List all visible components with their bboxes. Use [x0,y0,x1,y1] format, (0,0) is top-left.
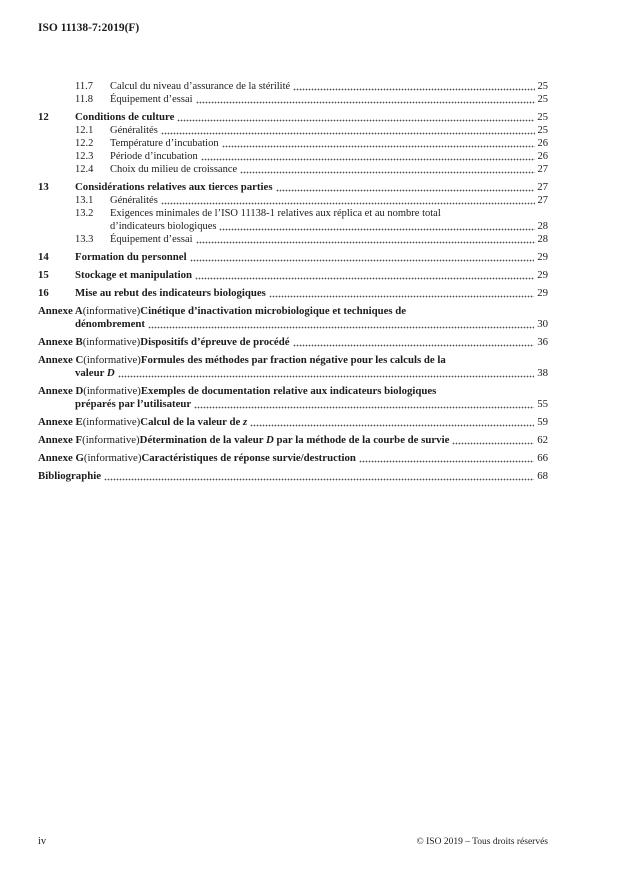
toc-page-number: 62 [537,434,548,446]
toc-line [75,220,548,233]
toc-page-number: 26 [537,151,548,162]
toc-page-number: 25 [537,94,548,105]
toc-line [38,398,548,411]
toc-line [38,470,548,483]
toc-entry-number: 13.1 [75,195,94,206]
toc-entry-tag: (informative) [83,354,141,366]
toc-page-number: 38 [537,367,548,379]
dot-leader [359,452,534,465]
dot-leader [219,220,534,233]
toc-entry-number: 12.3 [75,151,94,162]
toc-page-number: 30 [537,318,548,330]
toc-entry-title: Considérations relatives aux tierces parties [75,181,273,193]
toc-entry-tag: (informative) [82,416,141,428]
toc-entry-number: 13.2 [75,208,94,219]
toc-entry [38,470,548,483]
toc-entry [38,207,548,233]
dot-leader [196,93,535,106]
toc-entry [38,336,548,349]
toc-entry [38,385,548,411]
toc-entry-title: Formation du personnel [75,251,187,263]
dot-leader [276,181,535,194]
toc-entry [38,181,548,194]
toc-line [75,137,548,150]
toc-entry-number: 12 [38,111,49,123]
toc-page-number: 36 [537,336,548,348]
toc-line [75,124,548,137]
toc-entry-number: Annexe D [38,385,84,397]
toc-entry [38,93,548,106]
toc-entry-title: Température d’incubation [110,138,219,149]
dot-leader [148,318,534,331]
toc-entry-number: 12.4 [75,164,94,175]
toc-page-number: 25 [537,125,548,136]
toc-entry [38,233,548,246]
toc-page-number: 59 [537,416,548,428]
toc-entry-number: Annexe G [38,452,84,464]
toc-page-number: 27 [537,181,548,193]
toc-entry-title: Conditions de culture [75,111,175,123]
toc-line [38,111,548,124]
toc-page-number: 66 [537,452,548,464]
toc-entry-title: Exemples de documentation relative aux indicateurs biologiques [140,385,437,397]
toc-entry-title: Caractéristiques de réponse survie/destruction [141,452,356,464]
dot-leader [222,137,535,150]
toc-page-number: 68 [537,470,548,482]
toc-entry-tag: (informative) [83,452,142,464]
dot-leader [201,150,535,163]
toc-entry-title: valeur D [75,367,115,379]
toc-entry-number: 11.7 [75,81,93,92]
toc-page-number: 26 [537,138,548,149]
toc-line [75,93,548,106]
toc-entry-title: Période d’incubation [110,151,198,162]
toc-line [38,416,548,429]
toc-page-number: 28 [537,234,548,245]
toc-line [75,150,548,163]
toc-line [38,181,548,194]
toc-line [75,80,548,93]
toc-entry-number: 12.1 [75,125,94,136]
toc-entry-title: Formules des méthodes par fraction négative pour les calculs de la [140,354,446,366]
toc-entry-title: Détermination de la valeur D par la méthode de la courbe de survie [139,434,450,446]
dot-leader [161,124,535,137]
copyright-notice: © ISO 2019 – Tous droits réservés [416,837,548,847]
toc-entry-number: Annexe C [38,354,84,366]
toc-line [38,336,548,349]
toc-entry-title: Équipement d’essai [110,94,193,105]
toc-page-number: 27 [537,164,548,175]
toc-entry-tag: (informative) [82,336,141,348]
toc-line [75,207,548,220]
toc-entry-tag: (informative) [82,434,140,446]
toc-line [38,251,548,264]
toc-entry-number: Annexe F [38,434,83,446]
toc-entry-title: préparés par l’utilisateur [75,398,192,410]
dot-leader [194,398,534,411]
toc-entry [38,305,548,331]
dot-leader [177,111,534,124]
toc-entry [38,80,548,93]
toc-entry-tag: (informative) [82,305,141,317]
toc-line [38,318,548,331]
doc-code: ISO 11138-7:2019(F) [38,22,140,34]
toc-page-number: 29 [537,269,548,281]
toc-entry [38,269,548,282]
toc-line [75,163,548,176]
toc-entry [38,163,548,176]
toc-page-number: 29 [537,251,548,263]
toc-entry-tag: (informative) [83,385,141,397]
dot-leader [195,269,534,282]
page-number: iv [38,836,47,847]
toc-line [75,233,548,246]
toc-entry [38,251,548,264]
dot-leader [196,233,535,246]
table-of-contents [38,80,548,483]
toc-line [38,367,548,380]
dot-leader [161,194,535,207]
toc-line [38,452,548,465]
toc-line [75,194,548,207]
toc-entry-title: Équipement d’essai [110,234,193,245]
toc-entry-title: dénombrement [75,318,145,330]
dot-leader [190,251,535,264]
toc-entry-title: Choix du milieu de croissance [110,164,238,175]
toc-entry [38,111,548,124]
toc-page-number: 25 [537,81,548,92]
toc-page-number: 25 [537,111,548,123]
toc-page-number: 29 [537,287,548,299]
toc-entry-title: d’indicateurs biologiques [110,221,217,232]
document-footer [38,836,548,847]
toc-entry-title: Bibliographie [38,470,101,482]
document-header [38,22,548,34]
dot-leader [240,163,534,176]
toc-entry-title: Dispositifs d’épreuve de procédé [140,336,290,348]
toc-entry-number: 11.8 [75,94,93,105]
toc-line [38,305,548,318]
dot-leader [269,287,534,300]
toc-entry-number: 12.2 [75,138,94,149]
toc-entry-number: 13.3 [75,234,94,245]
toc-entry-number: 15 [38,269,49,281]
toc-entry [38,137,548,150]
toc-entry [38,194,548,207]
toc-line [38,269,548,282]
toc-entry-number: Annexe A [38,305,83,317]
toc-line [38,354,548,367]
toc-entry-number: Annexe E [38,416,83,428]
toc-entry-number: 16 [38,287,49,299]
toc-entry [38,150,548,163]
dot-leader [452,434,534,447]
toc-entry [38,434,548,447]
dot-leader [293,336,535,349]
toc-line [38,287,548,300]
toc-entry [38,124,548,137]
toc-entry-title: Calcul de la valeur de z [140,416,248,428]
dot-leader [293,80,534,93]
toc-entry-number: 14 [38,251,49,263]
toc-line [38,385,548,398]
toc-entry-number: 13 [38,181,49,193]
toc-entry-title: Exigences minimales de l’ISO 11138-1 relatives aux réplica et au nombre total [110,208,441,219]
dot-leader [104,470,534,483]
toc-entry [38,287,548,300]
toc-entry-title: Généralités [110,195,158,206]
toc-entry [38,452,548,465]
toc-entry [38,416,548,429]
toc-page-number: 55 [537,398,548,410]
dot-leader [250,416,534,429]
toc-entry-title: Stockage et manipulation [75,269,192,281]
toc-entry [38,354,548,380]
toc-entry-number: Annexe B [38,336,83,348]
toc-entry-title: Mise au rebut des indicateurs biologiques [75,287,266,299]
dot-leader [118,367,535,380]
toc-page-number: 27 [537,195,548,206]
toc-entry-title: Calcul du niveau d’assurance de la stérilité [110,81,291,92]
toc-entry-title: Généralités [110,125,158,136]
toc-entry-title: Cinétique d’inactivation microbiologique et techniques de [140,305,407,317]
toc-line [38,434,548,447]
toc-page-number: 28 [537,221,548,232]
